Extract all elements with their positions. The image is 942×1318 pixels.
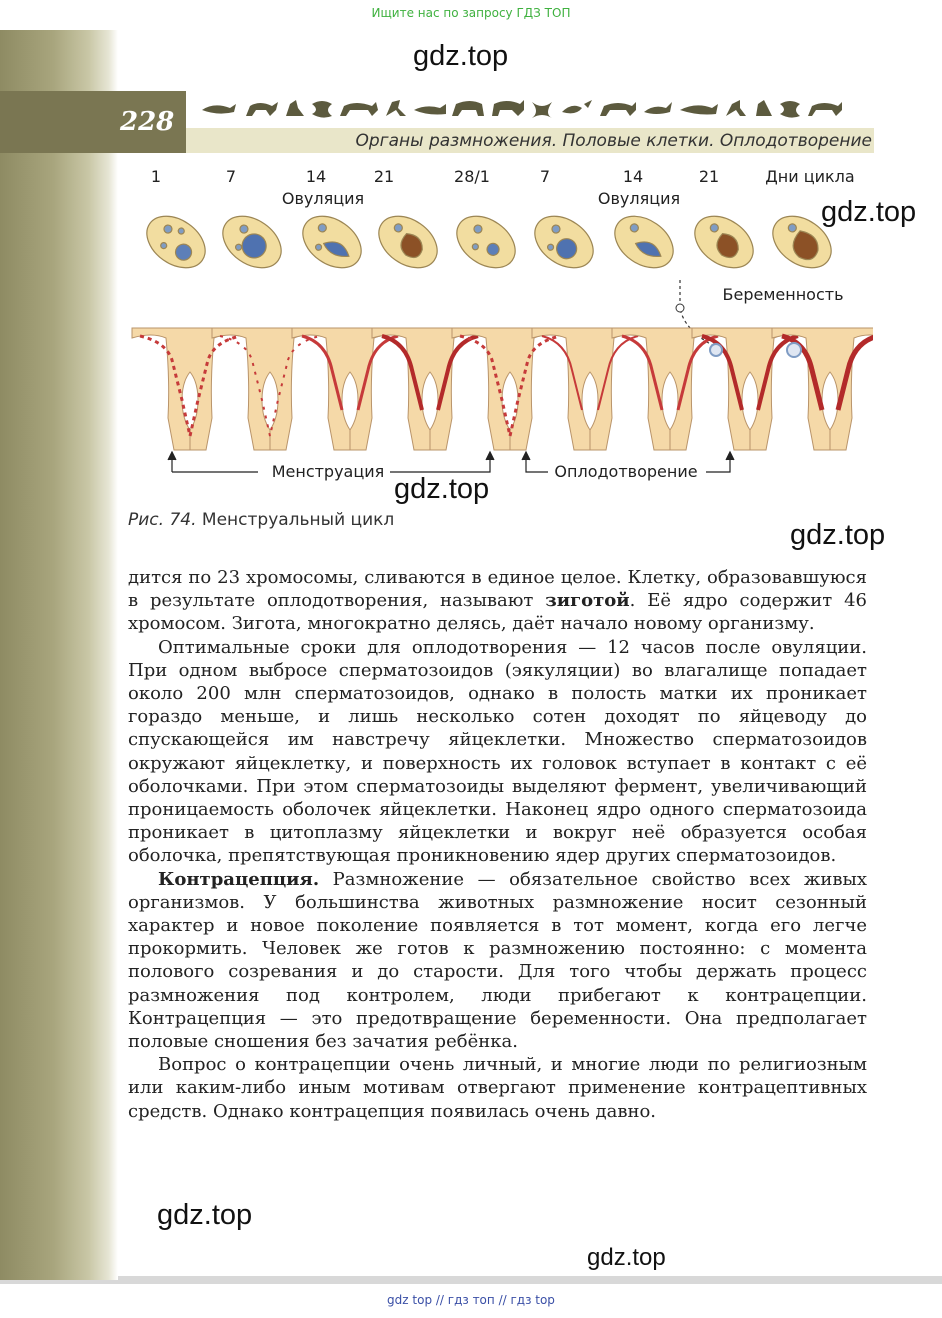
day-label: 14: [622, 167, 644, 186]
day-label: 1: [150, 167, 162, 186]
body-text: [128, 566, 867, 1123]
ovulation-label: Овуляция: [281, 189, 365, 208]
term-contraception: Контрацепция.: [158, 868, 320, 890]
watermark: gdz.top: [587, 1244, 666, 1271]
ovary-row: [137, 206, 841, 279]
day-label: Дни цикла: [765, 167, 855, 186]
watermark: gdz.top: [821, 196, 917, 228]
figure-number: Рис. 74.: [128, 510, 197, 530]
watermark: gdz.top: [790, 519, 886, 551]
day-label: 14: [305, 167, 327, 186]
page-margin-band: [0, 30, 118, 1280]
chapter-title: Органы размножения. Половые клетки. Оплодотворение: [355, 131, 872, 151]
figure-caption: [128, 510, 394, 530]
paragraph: Вопрос о контрацепции очень личный, и многие люди по религиозным или каким-либо иным мотивам отвергают применение контрацептивных средств. Однако контрацепция появилась очень давно.: [128, 1054, 867, 1122]
page-number: 228: [120, 107, 175, 137]
fertilization-label: Оплодотворение: [554, 462, 698, 481]
day-label: 7: [225, 167, 237, 186]
top-banner[interactable]: Ищите нас по запросу ГДЗ ТОП: [371, 6, 571, 20]
paragraph: Контрацепция. Размножение — обязательное свойство всех живых организмов. У большинства животных размножение носит сезонный характер и новое поколение появляется в тот момент, когда его легче прокормить. Человек же готов к размножению постоянно: с момента полового созревания и до старости. Для того чтобы держать процесс размножения под контролем, люди прибегают к контрацепции. Контрацепция — это предотвращение беременности. Она предполагает половые сношения без зачатия ребёнка.: [128, 868, 867, 1053]
term-zygote: зиготой: [545, 590, 630, 612]
menstruation-label: Менструация: [271, 462, 385, 481]
uterus-row: [132, 328, 873, 450]
menstrual-cycle-figure: [128, 160, 873, 490]
paragraph: дится по 23 хромосомы, сливаются в единое целое. Клетку, образовавшуюся в результате оплодотворения, называют зиготой. Её ядро содержит 46 хромосом. Зигота, многократно делясь, даёт начало новому организму.: [128, 567, 867, 635]
bottom-banner[interactable]: gdz top // гдз топ // гдз top: [387, 1293, 555, 1307]
paragraph: Оптимальные сроки для оплодотворения — 12 часов после овуляции. При одном выбросе сперматозоидов (эякуляции) во влагалище попадает около 200 млн сперматозоидов, однако в полость матки их проникает гораздо меньше, и лишь несколько сотен доходят по яйцеводу до спускающейся им навстречу яйцеклетки. Множество сперматозоидов окружают яйцеклетку, и поверхность их головок вступает в контакт с её оболочками. При этом сперматозоиды выделяют фермент, увеличивающий проницаемость оболочек яйцеклетки. Наконец ядро одного сперматозоида проникает в цитоплазму яйцеклетки и вокруг неё образуется особая оболочка, препятствующая проникновению ядер других сперматозоидов.: [128, 636, 867, 867]
day-label: 28/1: [454, 167, 490, 186]
day-label: 21: [373, 167, 395, 186]
figure-title: Менструальный цикл: [201, 510, 395, 530]
day-label: 21: [698, 167, 720, 186]
pregnancy-label: Беременность: [722, 285, 844, 304]
ovulation-label: Овуляция: [597, 189, 681, 208]
watermark: gdz.top: [413, 40, 509, 72]
animal-silhouettes-icon: [200, 96, 850, 122]
watermark: gdz.top: [394, 473, 490, 505]
page-shadow: [0, 1276, 942, 1284]
day-label: 7: [539, 167, 551, 186]
watermark: gdz.top: [157, 1199, 253, 1231]
